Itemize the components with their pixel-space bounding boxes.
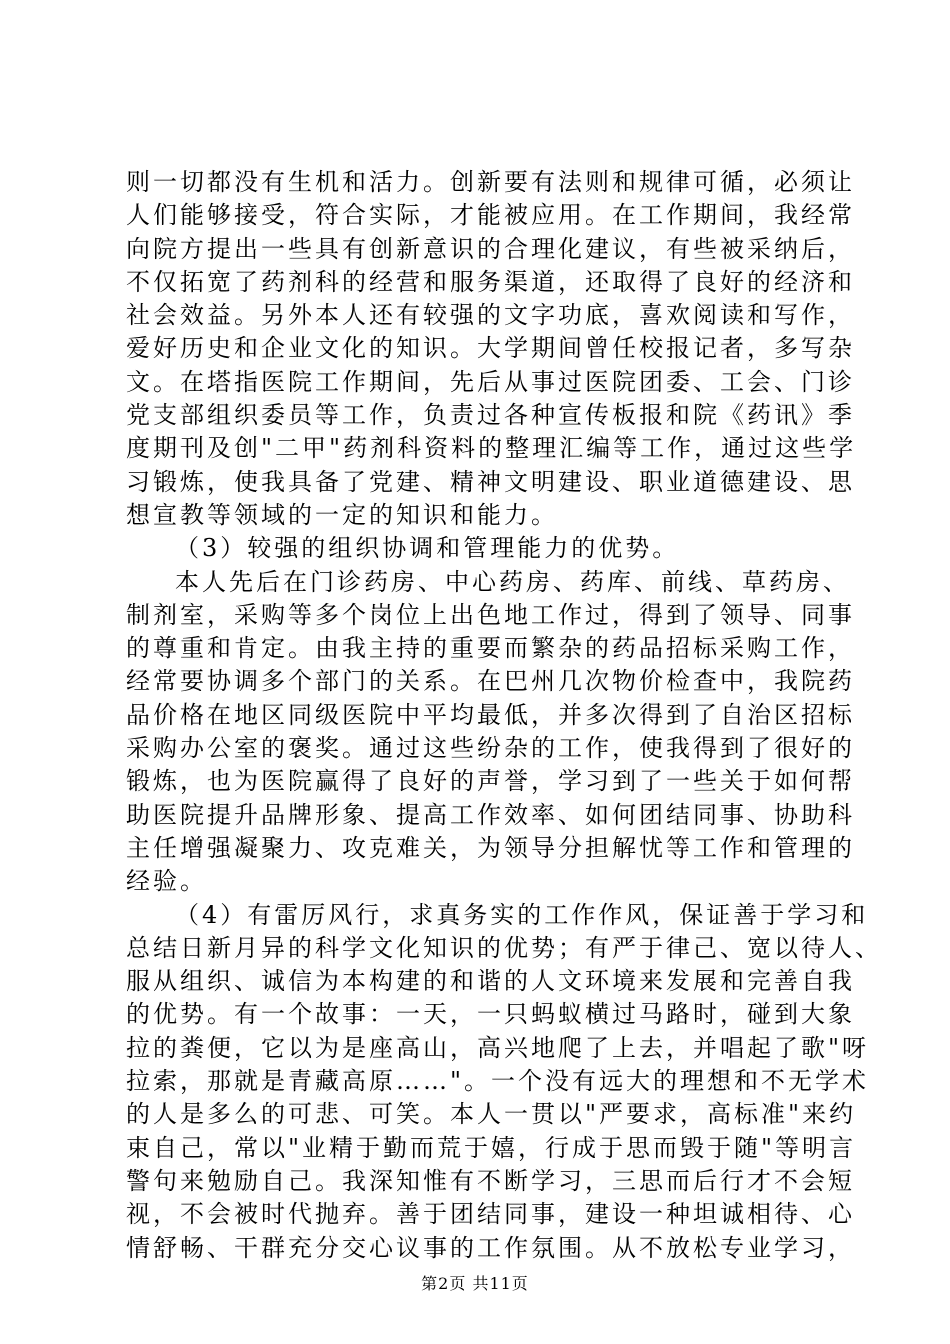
text-line: 文。在塔指医院工作期间，先后从事过医院团委、工会、门诊 [126,367,855,396]
text-line: （3）较强的组织协调和管理能力的优势。 [175,534,680,563]
text-line: 本人先后在门诊药房、中心药房、药库、前线、草药房、 [175,567,850,596]
text-line: 视，不会被时代抛弃。善于团结同事，建设一种坦诚相待、心 [126,1200,855,1229]
text-line: 制剂室，采购等多个岗位上出色地工作过，得到了领导、同事 [126,600,855,629]
text-line: 则一切都没有生机和活力。创新要有法则和规律可循，必须让 [126,168,855,196]
text-line: 主任增强凝聚力、攻克难关，为领导分担解忧等工作和管理的 [126,833,855,862]
text-line: 党支部组织委员等工作，负责过各种宣传板报和院《药讯》季 [126,401,855,430]
text-line: 采购办公室的褒奖。通过这些纷杂的工作，使我得到了很好的 [126,734,855,763]
text-line: 情舒畅、干群充分交心议事的工作氛围。从不放松专业学习， [126,1233,855,1262]
text-line: 向院方提出一些具有创新意识的合理化建议，有些被采纳后， [126,234,855,263]
text-line: 爱好历史和企业文化的知识。大学期间曾任校报记者，多写杂 [126,334,855,363]
text-line: 服从组织、诚信为本构建的和谐的人文环境来发展和完善自我 [126,967,855,996]
text-line: 的人是多么的可悲、可笑。本人一贯以"严要求，高标准"来约 [126,1100,857,1129]
text-line: 警句来勉励自己。我深知惟有不断学习，三思而后行才不会短 [126,1166,855,1195]
text-line: 的优势。有一个故事：一天，一只蚂蚁横过马路时，碰到大象 [126,1000,855,1029]
text-line: （4）有雷厉风行，求真务实的工作作风，保证善于学习和 [175,900,869,929]
text-line: 的尊重和肯定。由我主持的重要而繁杂的药品招标采购工作， [126,634,855,663]
text-line: 人们能够接受，符合实际，才能被应用。在工作期间，我经常 [126,201,855,230]
text-line: 习锻炼，使我具备了党建、精神文明建设、职业道德建设、思 [126,467,855,496]
text-line: 束自己，常以"业精于勤而荒于嬉，行成于思而毁于随"等明言 [126,1133,857,1162]
text-line: 总结日新月异的科学文化知识的优势；有严于律己、宽以待人、 [126,933,882,962]
text-line: 品价格在地区同级医院中平均最低，并多次得到了自治区招标 [126,700,855,729]
text-line: 助医院提升品牌形象、提高工作效率、如何团结同事、协助科 [126,800,855,829]
text-line: 想宣教等领域的一定的知识和能力。 [126,500,558,529]
text-line: 不仅拓宽了药剂科的经营和服务渠道，还取得了良好的经济和 [126,267,855,296]
page-footer: 第2页 共11页 [421,1274,529,1293]
text-line: 经常要协调多个部门的关系。在巴州几次物价检查中，我院药 [126,667,855,696]
text-line: 经验。 [126,867,207,896]
text-line: 拉索，那就是青藏高原……"。一个没有远大的理想和不无学术 [126,1067,870,1096]
text-line: 锻炼，也为医院赢得了良好的声誉，学习到了一些关于如何帮 [126,767,855,796]
document-body [126,166,882,1265]
text-line: 拉的粪便，它以为是座高山，高兴地爬了上去，并唱起了歌"呀 [126,1033,870,1062]
text-line: 社会效益。另外本人还有较强的文字功底，喜欢阅读和写作， [126,301,855,330]
text-line: 度期刊及创"二甲"药剂科资料的整理汇编等工作，通过这些学 [126,434,857,463]
